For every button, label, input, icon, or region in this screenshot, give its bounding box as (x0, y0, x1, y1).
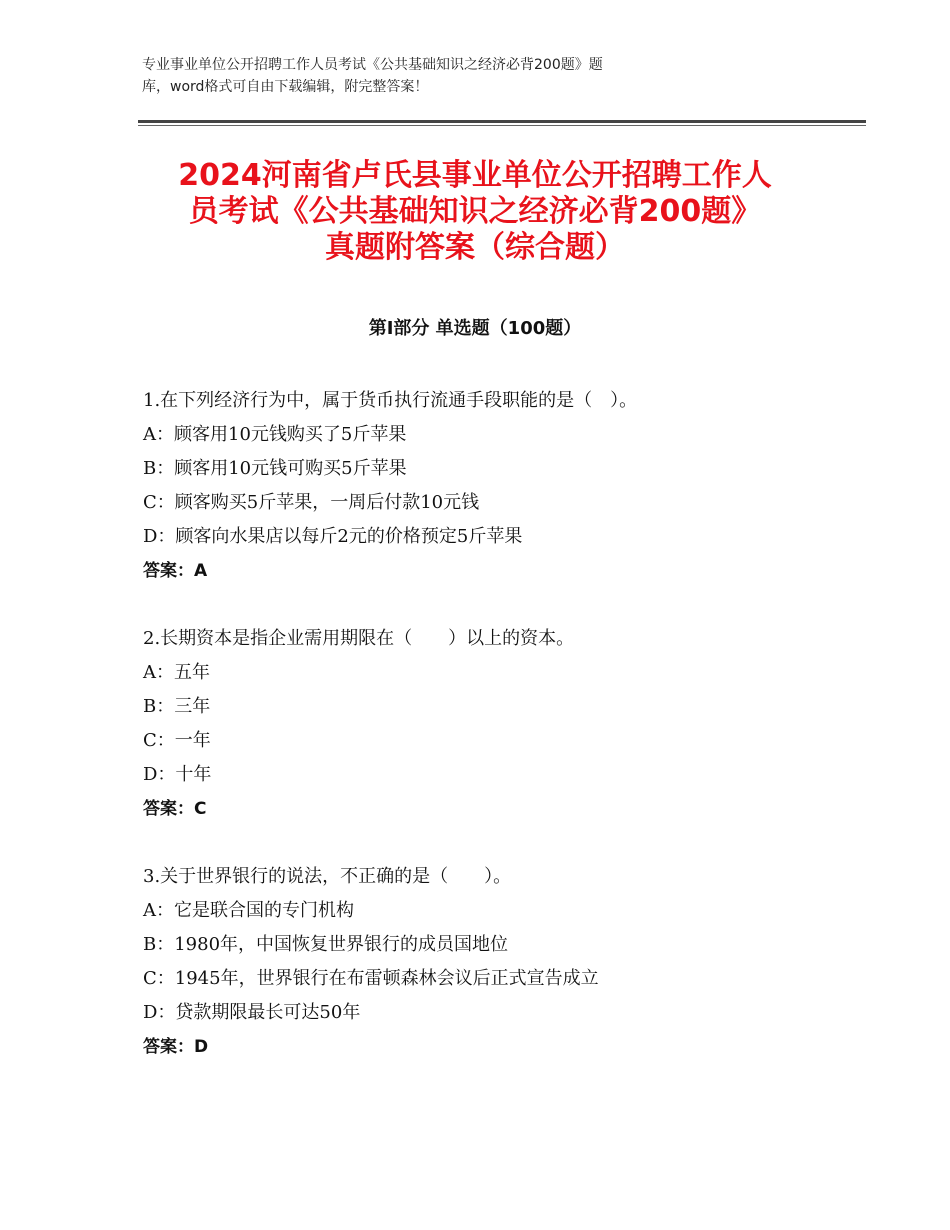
question-stem: 1.在下列经济行为中，属于货币执行流通手段职能的是（ ）。 (143, 390, 638, 411)
question-1 (143, 384, 843, 588)
page-header (142, 54, 782, 98)
title-line-3: 真题附答案（综合题） (325, 230, 625, 265)
option-d: D：十年 (143, 764, 212, 785)
section-title: 第Ⅰ部分 单选题（100题） (368, 318, 582, 339)
question-3 (143, 860, 843, 1064)
document-title (130, 158, 820, 266)
option-b: B：三年 (143, 696, 211, 717)
title-line-2: 员考试《公共基础知识之经济必背200题》 (188, 194, 762, 229)
option-a: A：五年 (143, 662, 210, 683)
question-stem: 2.长期资本是指企业需用期限在（ ）以上的资本。 (143, 628, 575, 649)
answer: 答案：C (143, 799, 207, 819)
header-rule-thick (138, 120, 866, 123)
header-line-2: 库，word格式可自由下载编辑，附完整答案！ (142, 79, 429, 95)
answer: 答案：A (143, 561, 208, 581)
option-a: A：它是联合国的专门机构 (143, 900, 354, 921)
option-c: C：顾客购买5斤苹果，一周后付款10元钱 (143, 492, 480, 513)
header-rule-thin (138, 125, 866, 126)
option-c: C：1945年，世界银行在布雷顿森林会议后正式宣告成立 (143, 968, 599, 989)
question-2 (143, 622, 843, 826)
option-a: A：顾客用10元钱购买了5斤苹果 (143, 424, 407, 445)
header-line-1: 专业事业单位公开招聘工作人员考试《公共基础知识之经济必背200题》题 (142, 57, 603, 73)
option-c: C：一年 (143, 730, 211, 751)
option-b: B：顾客用10元钱可购买5斤苹果 (143, 458, 407, 479)
title-line-1: 2024河南省卢氏县事业单位公开招聘工作人 (178, 158, 772, 193)
option-b: B：1980年，中国恢复世界银行的成员国地位 (143, 934, 509, 955)
option-d: D：贷款期限最长可达50年 (143, 1002, 361, 1023)
answer: 答案：D (143, 1037, 209, 1057)
question-stem: 3.关于世界银行的说法，不正确的是（ ）。 (143, 866, 512, 887)
option-d: D：顾客向水果店以每斤2元的价格预定5斤苹果 (143, 526, 523, 547)
